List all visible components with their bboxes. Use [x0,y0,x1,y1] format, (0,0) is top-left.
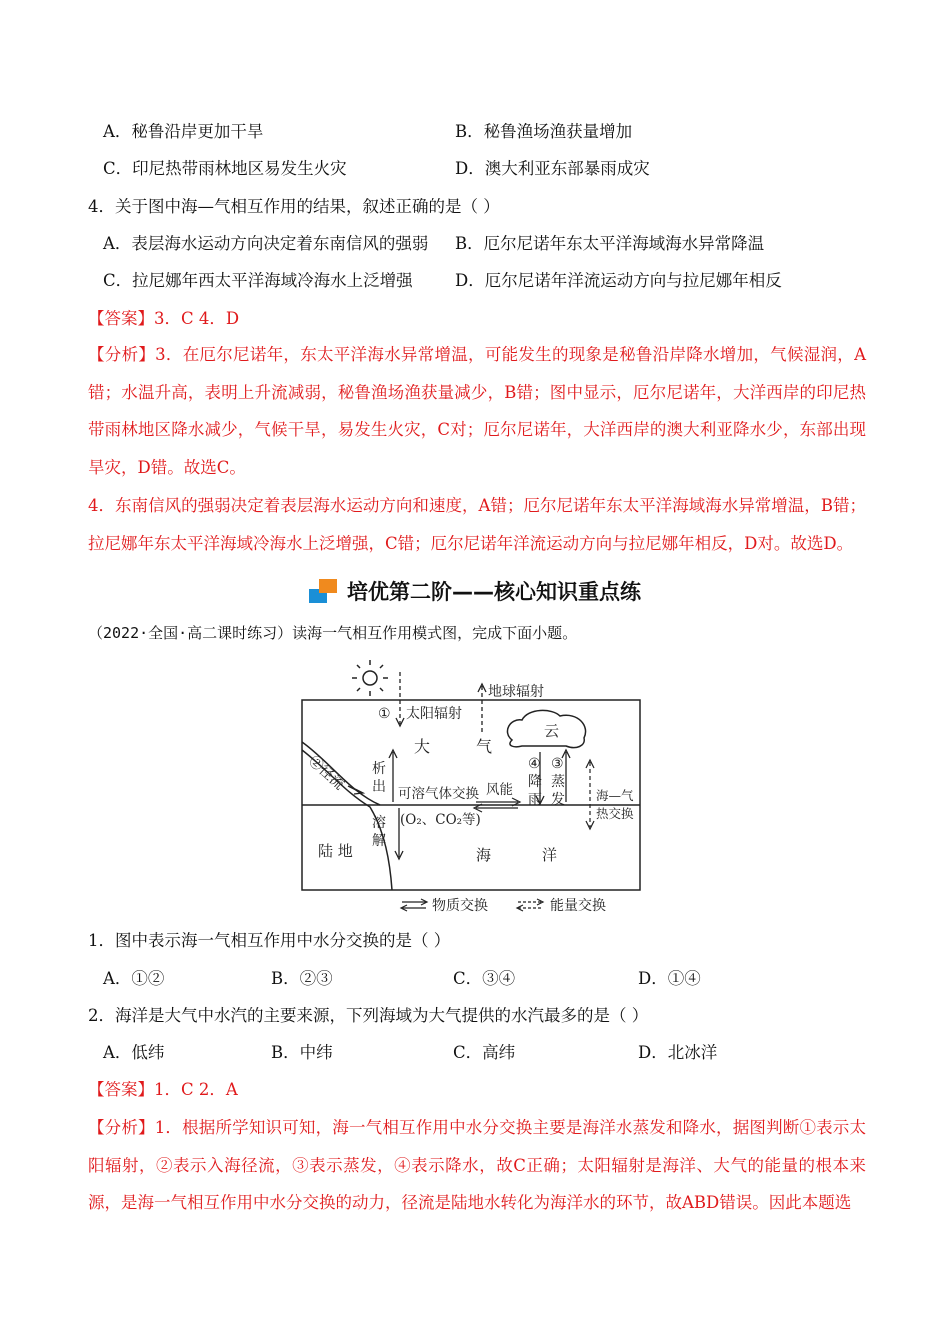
label-gases: (O₂、CO₂等) [400,812,481,828]
label-cloud: 云 [544,722,560,740]
q2-option-a: A．低纬 [103,1043,165,1062]
q3-option-c: C．印尼热带雨林地区易发生火灾 [103,159,347,178]
analysis-block-2: 【分析】1．根据所学知识可知，海一气相互作用中水分交换主要是海洋水蒸发和降水，据图判断①表示太阳辐射，②表示入海径流，③表示蒸发，④表示降水，故C正确；太阳辐射是海洋、大气的能量的根本来源，是海一气相互作用中水分交换的动力，径流是陆地水转化为海洋水的环节，故ABD错误。因此本题选 [88,1118,866,1212]
label-release-2: 出 [372,779,386,795]
legend-energy-label: 能量交换 [550,898,606,914]
label-evaporation-1: 蒸 [551,774,565,790]
legend-matter-label: 物质交换 [432,898,488,914]
label-evaporation-2: 发 [551,792,565,808]
label-wind-energy: 风能 [486,782,513,798]
label-ocean-2: 洋 [542,846,558,864]
legend-energy-symbol [518,902,542,908]
sea-air-interaction-diagram [290,652,650,922]
q4-option-b: B．厄尔尼诺年东太平洋海域海水异常降温 [455,234,765,253]
q3-option-a: A．秘鲁沿岸更加干旱 [103,122,264,141]
q4-option-a: A．表层海水运动方向决定着东南信风的强弱 [103,234,429,253]
label-num1: ① [378,706,391,722]
label-runoff: ②径流 [305,753,348,794]
label-num4: ④ [528,756,541,772]
legend-matter-symbol [401,899,427,911]
q2-stem: 2．海洋是大气中水汽的主要来源，下列海域为大气提供的水汽最多的是（ ） [88,1006,649,1025]
label-ocean-1: 海 [476,846,492,864]
label-release-1: 析 [372,761,386,777]
label-solar-radiation: 太阳辐射 [406,706,462,722]
label-heat-exchange-2: 热交换 [596,806,634,821]
label-earth-radiation: 地球辐射 [488,684,544,700]
q1-option-d: D．①④ [638,969,701,988]
q1-option-c: C．③④ [453,969,516,988]
section-icon [309,579,339,607]
answer-block-2: 【答案】1．C 2．A [88,1080,238,1099]
answer-block-1: 【答案】3．C 4．D [88,309,240,328]
q3-option-b: B．秘鲁渔场渔获量增加 [455,122,633,141]
label-gas-exchange: 可溶气体交换 [398,786,479,802]
q1-option-a: A．①② [103,969,165,988]
q3-option-d: D．澳大利亚东部暴雨成灾 [455,159,650,178]
q4-option-c: C．拉尼娜年西太平洋海域冷海水上泛增强 [103,271,413,290]
q2-option-c: C．高纬 [453,1043,516,1062]
label-rain-2: 雨 [528,792,542,808]
q2-option-b: B．中纬 [271,1043,333,1062]
q4-option-d: D．厄尔尼诺年洋流运动方向与拉尼娜年相反 [455,271,782,290]
q2-option-d: D．北冰洋 [638,1043,718,1062]
label-atmosphere-2: 气 [476,737,493,756]
q4-stem: 4．关于图中海—气相互作用的结果，叙述正确的是（ ） [88,197,500,216]
label-dissolve-2: 解 [372,833,386,849]
label-land: 陆 地 [318,842,353,860]
label-num3: ③ [551,756,564,772]
label-atmosphere-1: 大 [414,737,431,756]
section-title: 培优第二阶——核心知识重点练 [347,580,641,604]
analysis-block-1b: 4．东南信风的强弱决定着表层海水运动方向和速度，A错；厄尔尼诺年东太平洋海域海水异常增温，B错；拉尼娜年东太平洋海域冷海水上泛增强，C错；厄尔尼诺年洋流运动方向与拉尼娜年相反，D对。故选D。 [88,496,866,553]
section-header [0,576,950,607]
source-line: （2022·全国·高二课时练习）读海一气相互作用模式图，完成下面小题。 [88,624,578,642]
label-dissolve-1: 溶 [372,815,386,831]
label-heat-exchange-1: 海—气 [596,788,634,803]
label-rain-1: 降 [528,774,542,790]
analysis-block-1: 【分析】3．在厄尔尼诺年，东太平洋海水异常增温，可能发生的现象是秘鲁沿岸降水增加，气候湿润，A错；水温升高，表明上升流减弱，秘鲁渔场渔获量减少，B错；图中显示，厄尔尼诺年，大洋西岸的印尼热带雨林地区降水减少，气候干旱，易发生火灾，C对；厄尔尼诺年，大洋西岸的澳大利亚降水少，东部出现旱灾，D错。故选C。 [88,345,866,477]
sun-icon [352,660,388,696]
q1-stem: 1．图中表示海一气相互作用中水分交换的是（ ） [88,931,451,950]
q1-option-b: B．②③ [271,969,333,988]
